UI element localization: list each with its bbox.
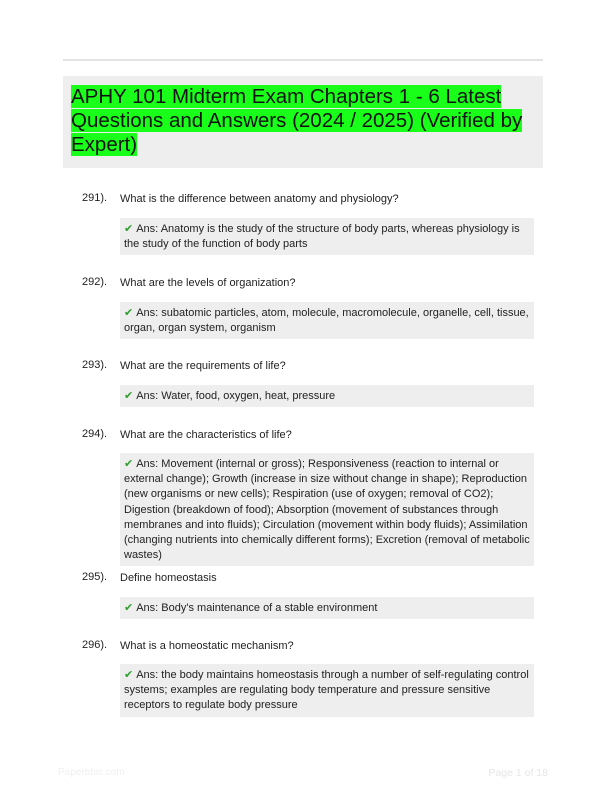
question-text: Define homeostasis (120, 572, 217, 584)
check-icon: ✔ (124, 601, 134, 614)
answer-box (120, 218, 534, 255)
question-number: 293). (82, 359, 108, 371)
answer-box (120, 664, 534, 717)
answer-prefix: Ans: (136, 458, 159, 470)
check-icon: ✔ (124, 389, 134, 402)
question-text: What is a homeostatic mechanism? (120, 640, 294, 652)
question-text: What are the levels of organization? (120, 277, 296, 289)
answer-prefix: Ans: (136, 223, 159, 235)
answer-prefix: Ans: (136, 602, 159, 614)
answer-box (120, 385, 534, 407)
question-text: What are the requirements of life? (120, 360, 286, 372)
question-number: 294). (82, 428, 108, 440)
answer-box (120, 453, 534, 566)
question-number: 295). (82, 571, 108, 583)
check-icon: ✔ (124, 457, 134, 470)
footer-watermark: Paperbbic.com (58, 767, 125, 778)
answer-text: Anatomy is the study of the structure of body parts, whereas physiology is the study of the function of body parts (124, 223, 520, 251)
answer-text: Body's maintenance of a stable environment (161, 602, 378, 614)
question-number: 296). (82, 639, 108, 651)
page-indicator: Page 1 of 18 (488, 767, 548, 779)
check-icon: ✔ (124, 306, 134, 319)
question-text: What is the difference between anatomy and physiology? (120, 193, 399, 205)
answer-box (120, 302, 534, 339)
answer-prefix: Ans: (136, 307, 159, 319)
check-icon: ✔ (124, 222, 134, 235)
answer-text: Movement (internal or gross); Responsiveness (reaction to internal or external change); Growth (increase in size without change in shape); Reproduction (new organisms or new cells); Respiration (use of oxygen; removal of CO2); Digestion (breakdown of food); Absorption (movement of substances through membranes and into fluids); Circulation (movement within body fluids); Assimilation (changing nutrients into chemically different forms); Excretion (removal of metabolic wastes) (124, 458, 530, 562)
answer-box (120, 597, 534, 619)
answer-text: Water, food, oxygen, heat, pressure (161, 390, 336, 402)
question-number: 292). (82, 276, 108, 288)
question-number: 291). (82, 192, 108, 204)
document-title: APHY 101 Midterm Exam Chapters 1 - 6 Latest Questions and Answers (2024 / 2025) (Verified by Expert) (71, 85, 523, 156)
question-text: What are the characteristics of life? (120, 429, 292, 441)
check-icon: ✔ (124, 668, 134, 681)
answer-prefix: Ans: (136, 669, 159, 681)
answer-prefix: Ans: (136, 390, 159, 402)
answer-text: subatomic particles, atom, molecule, macromolecule, organelle, cell, tissue, organ, organ system, organism (124, 307, 529, 335)
answer-text: the body maintains homeostasis through a number of self-regulating control systems; examples are regulating body temperature and pressure sensitive receptors to regulate body pressure (124, 669, 529, 712)
